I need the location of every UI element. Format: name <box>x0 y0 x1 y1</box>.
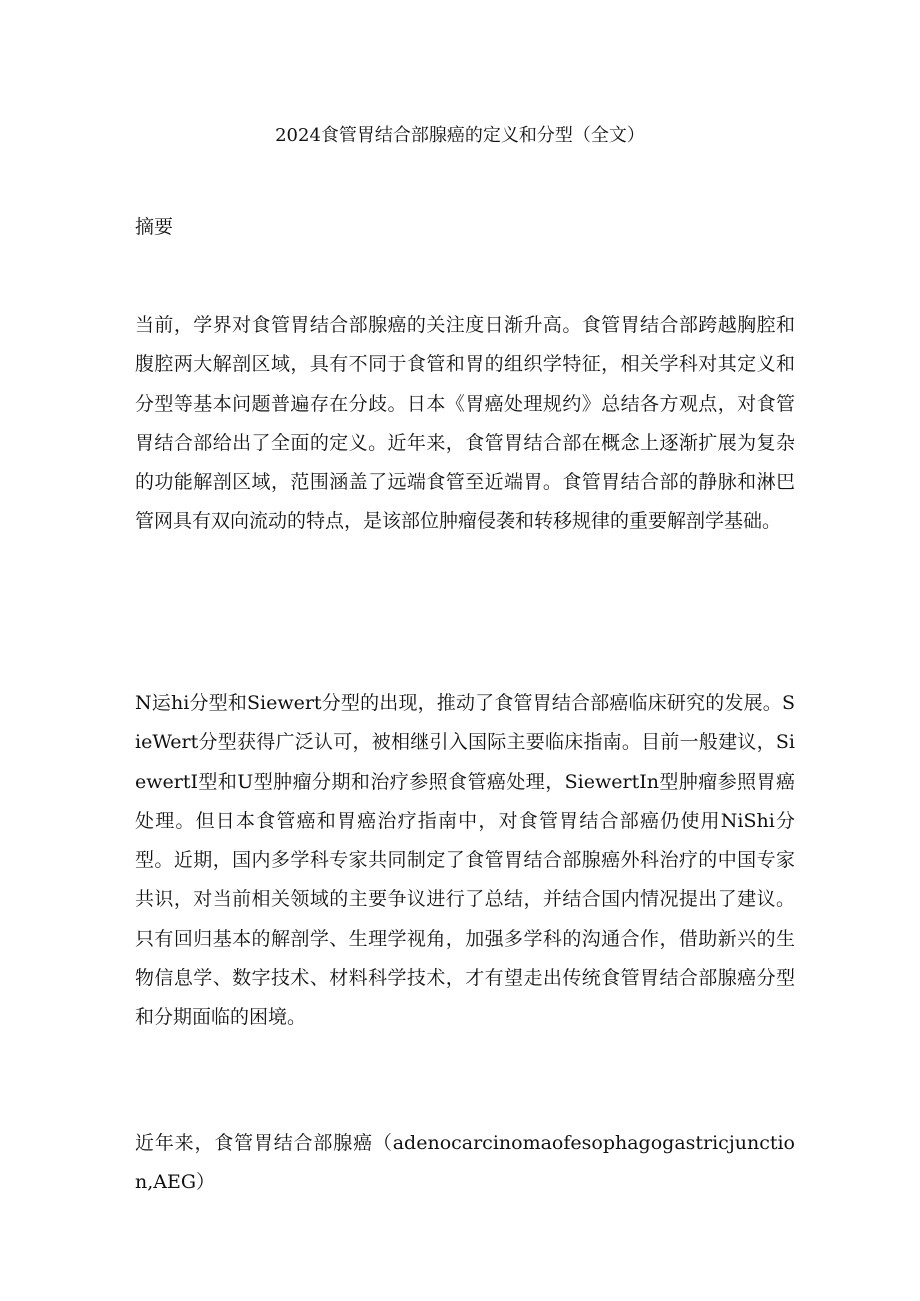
abstract-paragraph-2: N运hi分型和Siewert分型的出现，推动了食管胃结合部癌临床研究的发展。SieWert分型获得广泛认可，被相继引入国际主要临床指南。目前一般建议，SiewertI型和U型肿瘤分期和治疗参照食管癌处理，SiewertIn型肿瘤参照胃癌处理。但日本食管癌和胃癌治疗指南中，对食管胃结合部癌仍使用NiShi分型。近期，国内多学科专家共同制定了食管胃结合部腺癌外科治疗的中国专家共识，对当前相关领域的主要争议进行了总结，并结合国内情况提出了建议。只有回归基本的解剖学、生理学视角，加强多学科的沟通合作，借助新兴的生物信息学、数字技术、材料科学技术，才有望走出传统食管胃结合部腺癌分型和分期面临的困境。 <box>135 692 795 1029</box>
document-title: 2024食管胃结合部腺癌的定义和分型（全文） <box>275 125 645 146</box>
body-paragraph-intro: 近年来，食管胃结合部腺癌（adenocarcinomaofesophagogastricjunction,AEG） <box>135 1132 795 1194</box>
abstract-heading: 摘要 <box>135 216 174 238</box>
abstract-paragraph-1: 当前，学界对食管胃结合部腺癌的关注度日渐升高。食管胃结合部跨越胸腔和腹腔两大解剖区域，具有不同于食管和胃的组织学特征，相关学科对其定义和分型等基本问题普遍存在分歧。日本《胃癌处理规约》总结各方观点，对食管胃结合部给出了全面的定义。近年来，食管胃结合部在概念上逐渐扩展为复杂的功能解剖区域，范围涵盖了远端食管至近端胃。食管胃结合部的静脉和淋巴管网具有双向流动的特点，是该部位肿瘤侵袭和转移规律的重要解剖学基础。 <box>135 314 795 533</box>
